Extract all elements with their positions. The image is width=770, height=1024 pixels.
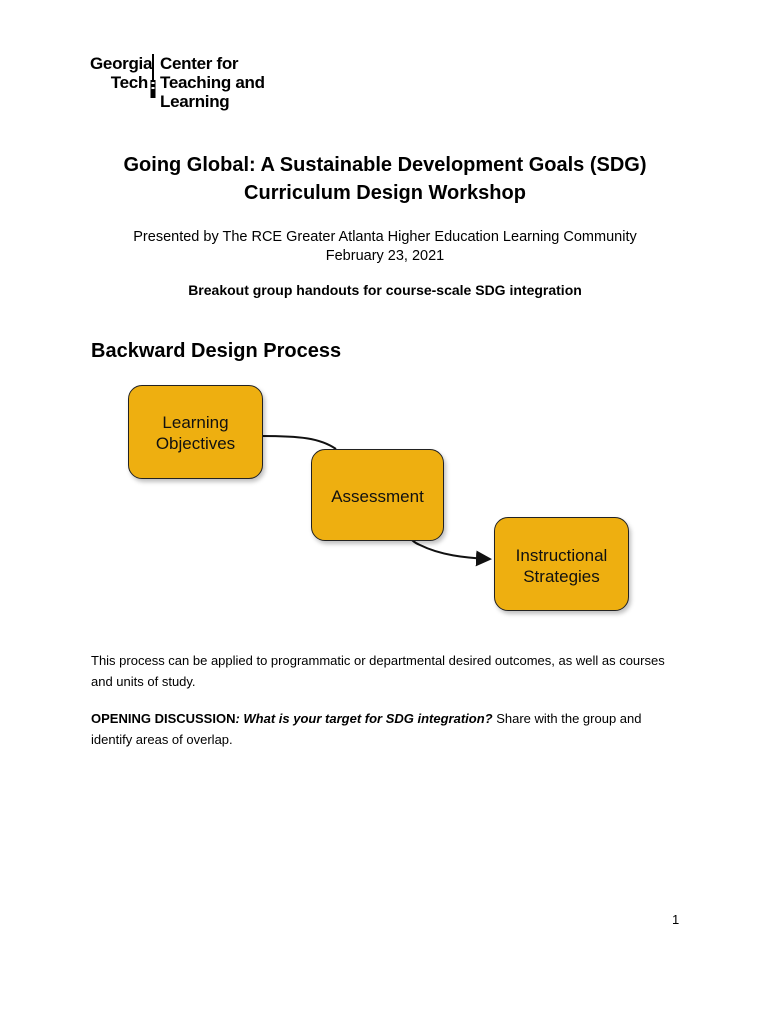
box1-line1: Learning — [162, 413, 229, 432]
presenter-info — [0, 228, 770, 266]
box3-line1: Instructional — [515, 546, 608, 565]
georgia-tech-wordmark — [90, 54, 153, 92]
section-heading: Backward Design Process — [91, 340, 342, 362]
title-line-1: Going Global: A Sustainable Development Goals (SDG) — [123, 154, 647, 176]
assessment-box — [311, 449, 444, 541]
logo-tech-text: Tech — [110, 73, 148, 92]
breakout-subtitle: Breakout group handouts for course-scale SDG integration — [188, 282, 582, 298]
presented-by-text: Presented by The RCE Greater Atlanta Higher Education Learning Community — [133, 229, 637, 245]
connector-objectives-to-assessment — [261, 436, 336, 449]
opening-discussion-question: : What is your target for SDG integration? — [235, 711, 493, 726]
box1-line2: Objectives — [155, 434, 236, 453]
opening-discussion-instruction: Share with the group and identify areas of overlap. — [91, 711, 642, 747]
document-title — [0, 151, 770, 207]
opening-discussion-paragraph — [91, 708, 671, 750]
page-number: 1 — [672, 912, 680, 927]
logo-teaching-learning-text: Teaching and Learning — [160, 73, 265, 111]
opening-discussion-label: OPENING DISCUSSION — [91, 711, 236, 726]
learning-objectives-box — [128, 385, 263, 479]
process-description: This process can be applied to programmatic or departmental desired outcomes, as well as courses and units of study. — [91, 653, 665, 689]
ctl-wordmark — [160, 54, 330, 111]
tech-tower-icon — [149, 54, 157, 98]
logo-center-for-text: Center for — [160, 54, 239, 73]
title-line-2: Curriculum Design Workshop — [244, 182, 526, 204]
logo-georgia-text: Georgia — [90, 54, 153, 73]
instructional-strategies-box — [494, 517, 629, 611]
date-text: February 23, 2021 — [325, 248, 445, 264]
box2-line1: Assessment — [331, 487, 424, 506]
box3-line2: Strategies — [523, 567, 600, 586]
gt-ctl-logo — [90, 54, 330, 111]
